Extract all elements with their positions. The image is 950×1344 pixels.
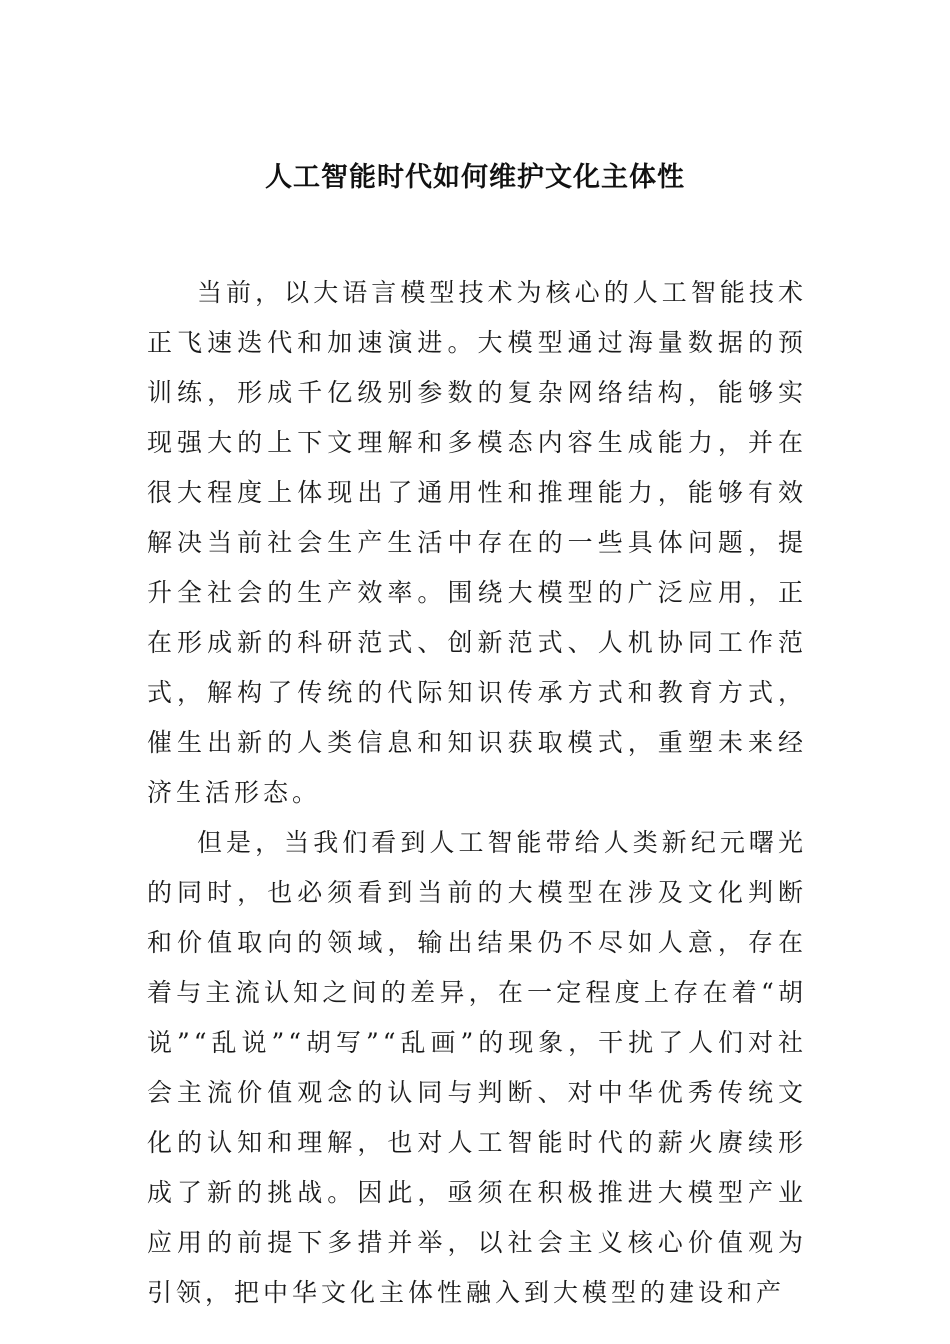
paragraph-2: 但是，当我们看到人工智能带给人类新纪元曙光的同时，也必须看到当前的大模型在涉及文化判断和价值取向的领域，输出结果仍不尽如人意，存在着与主流认知之间的差异，在一定程度上存在着“胡说”“乱说”“胡写”“乱画”的现象，干扰了人们对社会主流价值观念的认同与判断、对中华优秀传统文化的认知和理解，也对人工智能时代的薪火赓续形成了新的挑战。因此，亟须在积极推进大模型产业应用的前提下多措并举，以社会主义核心价值观为引领，把中华文化主体性融入到大模型的建设和产 [147,828,807,1307]
document-body [147,268,807,1318]
document-title: 人工智能时代如何维护文化主体性 [265,162,685,193]
paragraph-1: 当前，以大语言模型技术为核心的人工智能技术正飞速迭代和加速演进。大模型通过海量数据的预训练，形成千亿级别参数的复杂网络结构，能够实现强大的上下文理解和多模态内容生成能力，并在很大程度上体现出了通用性和推理能力，能够有效解决当前社会生产生活中存在的一些具体问题，提升全社会的生产效率。围绕大模型的广泛应用，正在形成新的科研范式、创新范式、人机协同工作范式，解构了传统的代际知识传承方式和教育方式，催生出新的人类信息和知识获取模式，重塑未来经济生活形态。 [147,278,807,807]
